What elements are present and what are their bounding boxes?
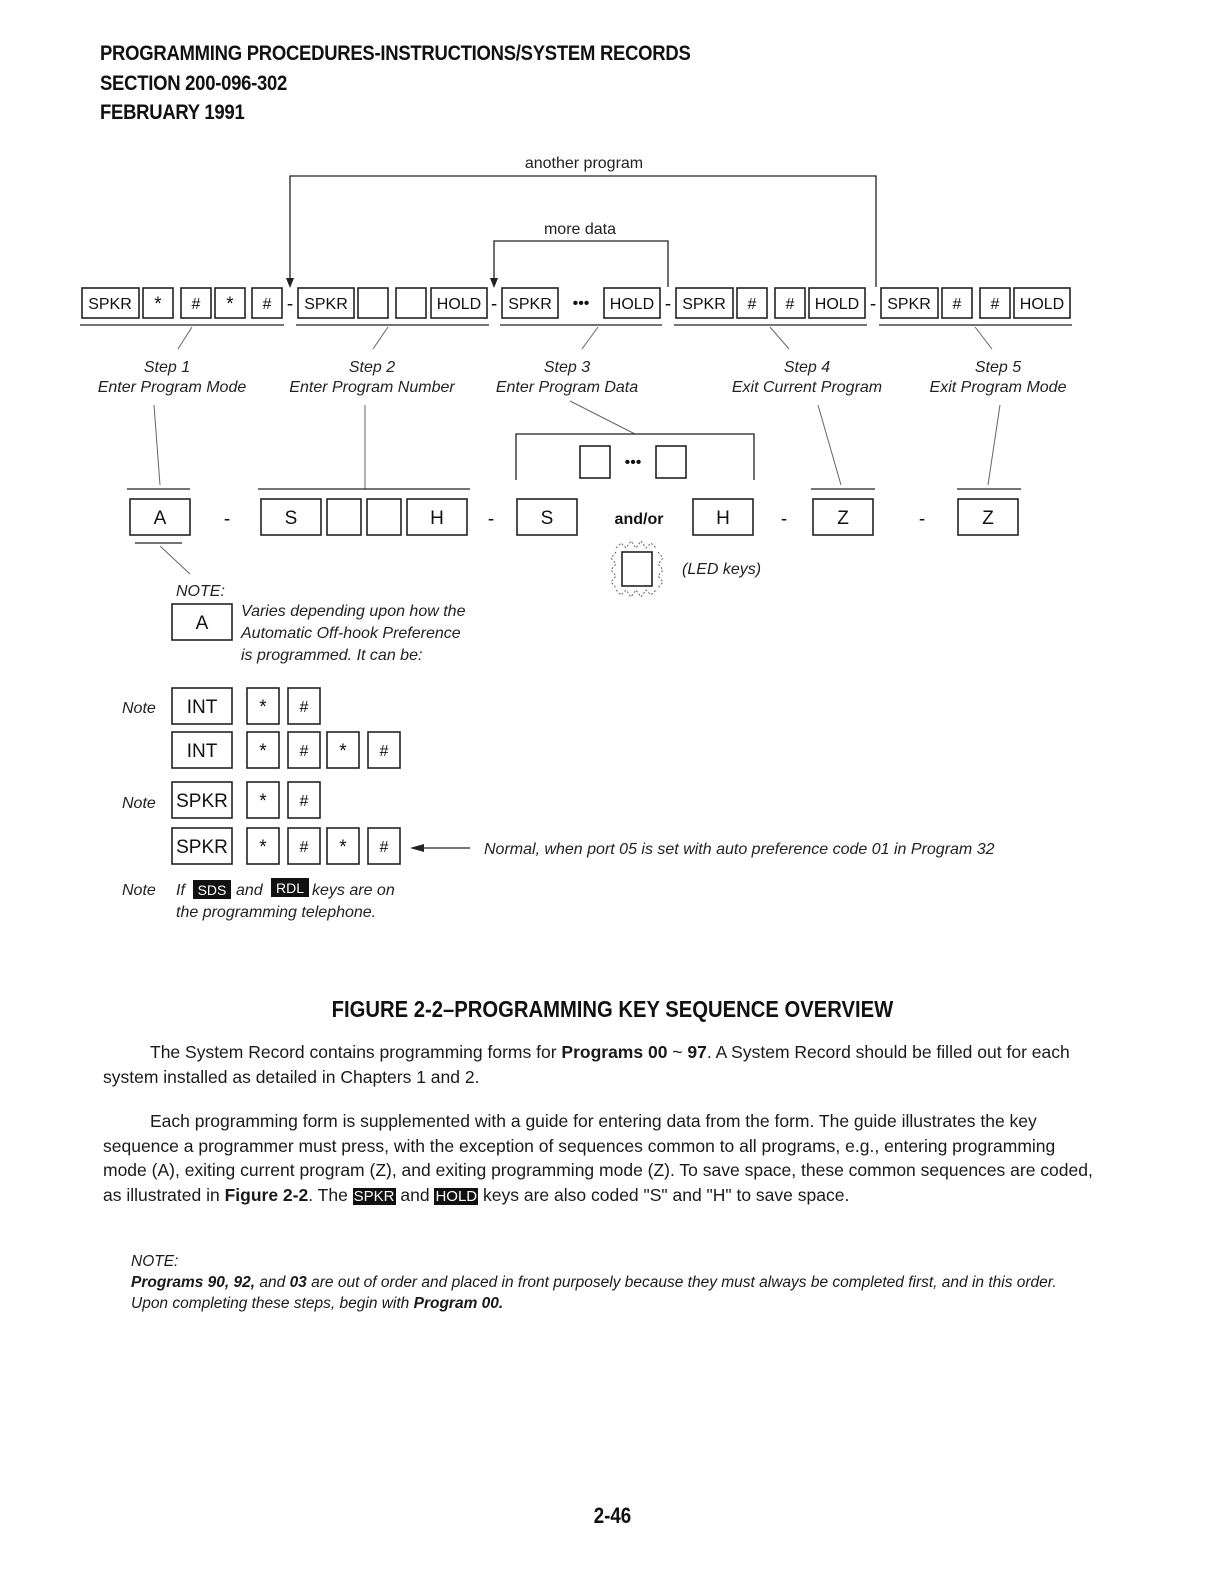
bottom-note-line2: the programming telephone. — [176, 904, 377, 921]
option-note-label: Note — [122, 795, 156, 812]
option-row-4 — [172, 828, 400, 864]
key-label: * — [154, 294, 162, 315]
key-label: # — [299, 839, 309, 856]
figure-title: FIGURE 2-2–PROGRAMMING KEY SEQUENCE OVERVIEW — [331, 996, 894, 1022]
loop-another-label: another program — [524, 155, 644, 172]
coded-label: Z — [982, 508, 994, 529]
key-label: SPKR — [176, 837, 228, 858]
key-label: SPKR — [887, 296, 931, 313]
key-label: # — [191, 296, 201, 313]
key-blank — [396, 288, 426, 318]
coded-dash: - — [223, 509, 231, 530]
step3-label: Step 3 — [543, 359, 591, 376]
option-row-3 — [122, 782, 320, 818]
spkr-key-inline: SPKR — [353, 1187, 395, 1205]
key-label: SPKR — [304, 296, 348, 313]
option-row-2 — [172, 732, 400, 768]
bottom-note-label: Note — [122, 882, 156, 899]
bottom-note-and: and — [236, 882, 263, 899]
key-label: HOLD — [609, 296, 655, 313]
key-blank — [358, 288, 388, 318]
note-text-2: Automatic Off-hook Preference — [241, 625, 461, 642]
coded-label: S — [540, 508, 554, 529]
coded-key-blank — [367, 499, 401, 535]
bottom-note-rest: keys are on — [312, 882, 395, 899]
andor-label: and/or — [614, 511, 664, 528]
step4-desc: Exit Current Program — [731, 379, 883, 396]
step2-label: Step 2 — [348, 359, 396, 376]
note-text-1: Varies depending upon how the — [241, 603, 466, 620]
coded-label: Z — [837, 508, 849, 529]
key-label: * — [259, 791, 267, 812]
note-block-title: NOTE: — [131, 1253, 179, 1270]
seq-dash: - — [490, 294, 498, 315]
header-line-1: PROGRAMMING PROCEDURES-INSTRUCTIONS/SYSTEM RECORDS — [100, 42, 691, 65]
step4-key-group — [676, 288, 865, 318]
key-label: HOLD — [814, 296, 860, 313]
key-label: * — [226, 294, 234, 315]
rdl-key-label: RDL — [275, 880, 305, 896]
key-label: # — [299, 699, 309, 716]
key-label: * — [259, 697, 267, 718]
key-label: # — [990, 296, 1000, 313]
key-label: INT — [186, 697, 218, 718]
step5-key-group — [881, 288, 1070, 318]
key-label: INT — [186, 741, 218, 762]
coded-key-blank — [327, 499, 361, 535]
seq-dash: - — [664, 294, 672, 315]
key-label: * — [259, 837, 267, 858]
key-label: # — [299, 793, 309, 810]
note-title: NOTE: — [176, 583, 225, 600]
key-label: # — [379, 839, 389, 856]
step2-desc: Enter Program Number — [289, 379, 455, 396]
step1-key-group — [82, 288, 282, 318]
step2-key-group — [298, 288, 487, 318]
note-block: NOTE: Programs 90, 92, and 03 are out of order and placed in front purposely because they must always be completed first, and in this order. Upon completing these steps, begin with Program 00. — [131, 1251, 1091, 1314]
step3-key-group — [502, 288, 660, 318]
key-label: HOLD — [436, 296, 482, 313]
data-key-dots: ••• — [624, 454, 642, 471]
key-dots: ••• — [572, 295, 590, 312]
loop-more-line — [494, 241, 668, 287]
option-row-1 — [122, 688, 320, 724]
coded-dash: - — [780, 509, 788, 530]
led-keys-label: (LED keys) — [682, 561, 762, 578]
data-key-first — [580, 446, 610, 478]
key-label: * — [339, 741, 347, 762]
seq-dash: - — [286, 294, 294, 315]
paragraph-1: The System Record contains programming forms for Programs 00 ~ 97. A System Record should be filled out for each system installed as detailed in Chapters 1 and 2. — [103, 1042, 1070, 1087]
loop-more-label: more data — [543, 221, 617, 238]
option-note-label: Note — [122, 700, 156, 717]
bottom-note-if: If — [176, 882, 185, 899]
step5-desc: Exit Program Mode — [929, 379, 1067, 396]
key-label: * — [339, 837, 347, 858]
loop-more-arrow — [490, 278, 498, 288]
key-label: # — [747, 296, 757, 313]
coded-label: S — [284, 508, 298, 529]
key-label: # — [299, 743, 309, 760]
key-label: HOLD — [1019, 296, 1065, 313]
note-key-label: A — [195, 613, 209, 634]
paragraph-2: Each programming form is supplemented with a guide for entering data from the form. The guide illustrates the key sequence a programmer must press, with the exception of sequences common to all programs, e.g., entering programming mode (A), exiting current program (Z), and exiting programming mode (Z). To save space, these common sequences are coded, as illustrated in Figure 2-2. The SPKR and HOLD keys are also coded "S" and "H" to save space. — [103, 1111, 1093, 1205]
led-key-icon — [611, 541, 663, 597]
page-number: 2-46 — [593, 1503, 632, 1528]
key-label: # — [785, 296, 795, 313]
coded-dash: - — [918, 509, 926, 530]
key-label: SPKR — [176, 791, 228, 812]
coded-label: H — [716, 508, 730, 529]
sds-key-label: SDS — [197, 882, 227, 898]
header-line-3: FEBRUARY 1991 — [100, 101, 245, 124]
key-label: SPKR — [88, 296, 132, 313]
step4-label: Step 4 — [783, 359, 831, 376]
step1-label: Step 1 — [143, 359, 191, 376]
coded-dash: - — [487, 509, 495, 530]
key-label: # — [262, 296, 272, 313]
normal-arrow-head — [410, 844, 424, 852]
coded-label: A — [153, 508, 167, 529]
step3-desc: Enter Program Data — [495, 379, 639, 396]
key-label: SPKR — [682, 296, 726, 313]
header-line-2: SECTION 200-096-302 — [100, 72, 288, 95]
normal-text: Normal, when port 05 is set with auto preference code 01 in Program 32 — [484, 841, 995, 858]
loop-another-arrow — [286, 278, 294, 288]
hold-key-inline: HOLD — [435, 1187, 478, 1205]
data-key-last — [656, 446, 686, 478]
key-label: # — [379, 743, 389, 760]
coded-label: H — [430, 508, 444, 529]
step1-desc: Enter Program Mode — [97, 379, 247, 396]
key-label: * — [259, 741, 267, 762]
seq-dash: - — [869, 294, 877, 315]
note-text-3: is programmed. It can be: — [241, 647, 423, 664]
key-label: # — [952, 296, 962, 313]
key-label: SPKR — [508, 296, 552, 313]
step5-label: Step 5 — [974, 359, 1022, 376]
